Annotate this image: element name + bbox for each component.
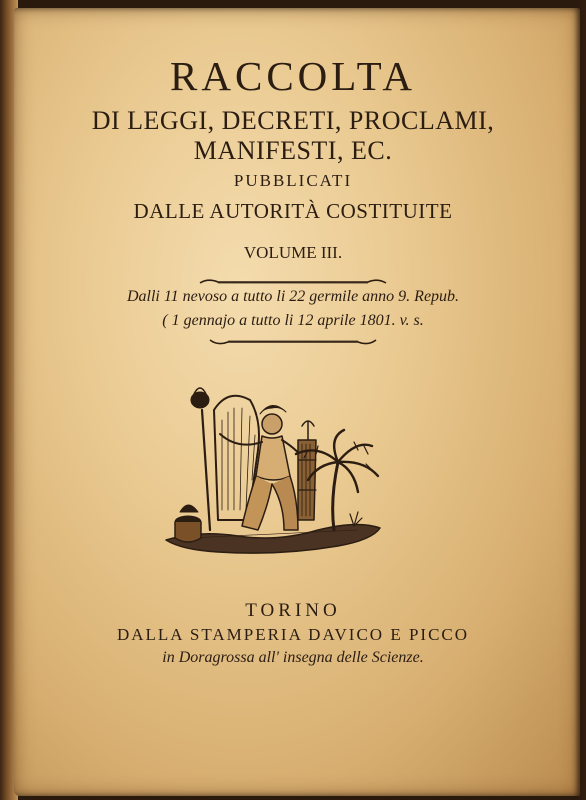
date-range-line-2: ( 1 gennajo a tutto li 12 aprile 1801. v. s. xyxy=(162,312,424,329)
authorities-line: DALLE AUTORITÀ COSTITUITE xyxy=(133,199,453,223)
imprint-address: in Doragrossa all' insegna delle Scienze. xyxy=(162,649,424,666)
book-title: RACCOLTA xyxy=(170,53,416,99)
published-label: PUBBLICATI xyxy=(233,171,353,190)
imprint-press: DALLA STAMPERIA DAVICO E PICCO xyxy=(116,625,470,644)
volume-number: VOLUME III. xyxy=(243,243,343,262)
date-range-line-1: Dalli 11 nevoso a tutto li 22 germile anno 9. Repub. xyxy=(126,288,460,305)
subtitle-line-1: DI LEGGI, DECRETI, PROCLAMI, xyxy=(91,106,495,135)
subtitle-line-2: MANIFESTI, EC. xyxy=(193,136,393,165)
imprint-city: TORINO xyxy=(245,600,341,621)
allegorical-vignette-icon xyxy=(158,380,394,560)
ornamental-rule-bottom xyxy=(0,336,586,348)
ornamental-rule-top xyxy=(0,277,586,287)
